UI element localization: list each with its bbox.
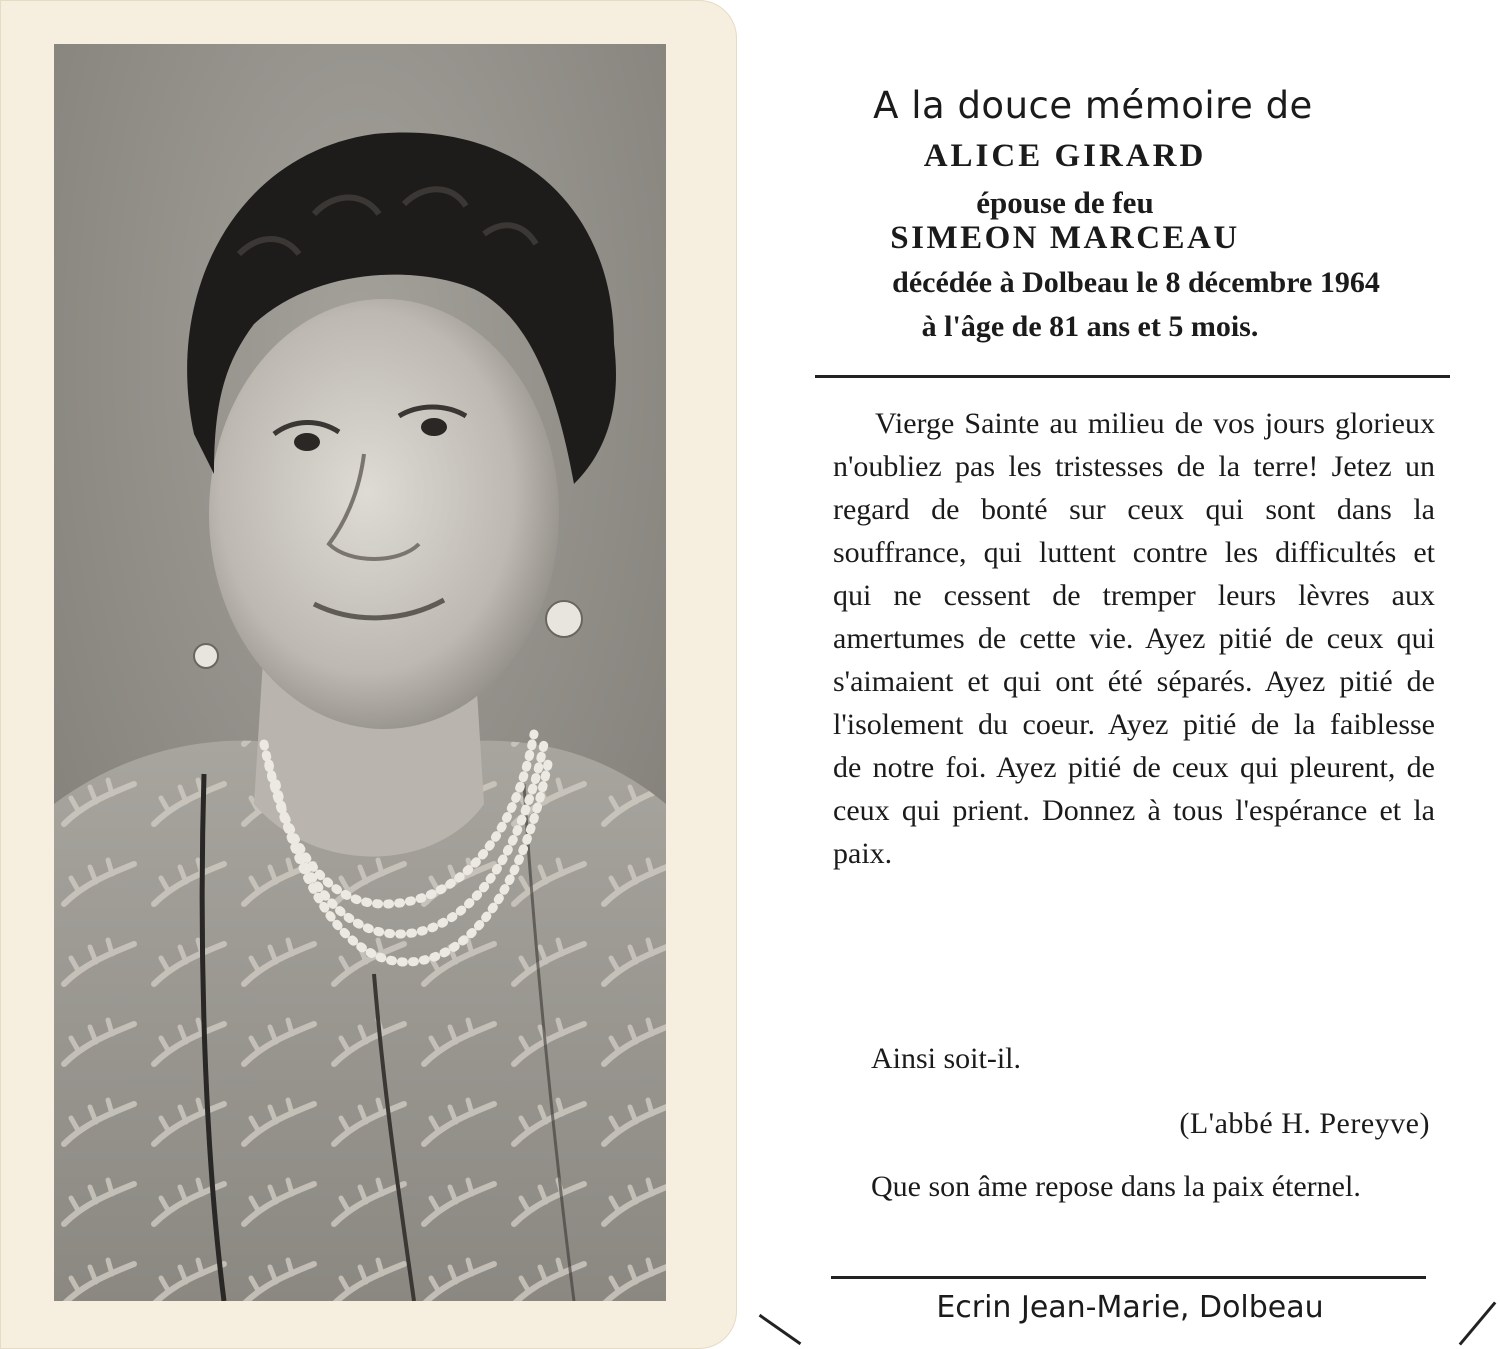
- final-wish: Que son âme repose dans la paix éternel.: [871, 1170, 1361, 1203]
- publisher-credit: Ecrin Jean-Marie, Dolbeau: [936, 1290, 1324, 1325]
- memorial-text-card: [745, 0, 1500, 1349]
- death-line: décédée à Dolbeau le 8 décembre 1964: [892, 266, 1380, 299]
- corner-mark-right: [1459, 1301, 1497, 1345]
- divider-top: [815, 375, 1450, 378]
- portrait-illustration: [54, 44, 666, 1301]
- photo-card: [0, 0, 737, 1349]
- age-line: à l'âge de 81 ans et 5 mois.: [921, 310, 1259, 343]
- portrait-photo: [54, 44, 666, 1301]
- prayer-closing: Ainsi soit-il.: [871, 1042, 1022, 1075]
- divider-bottom: [831, 1276, 1426, 1279]
- spouse-intro: épouse de feu: [976, 185, 1154, 220]
- memoire-heading: A la douce mémoire de: [873, 84, 1313, 127]
- spouse-name: SIMEON MARCEAU: [890, 220, 1240, 256]
- corner-mark-left: [759, 1314, 802, 1345]
- prayer-text: Vierge Sainte au milieu de vos jours glorieux n'oubliez pas les tristesses de la terre! Jetez un regard de bonté sur ceux qui sont dans la souffrance, qui luttent contre les difficultés et qui ne cessent de tremper leurs lèvres aux amertumes de cette vie. Ayez pitié de ceux qui s'aimaient et qui ont été séparés. Ayez pitié de l'isolement du coeur. Ayez pitié de la faiblesse de notre foi. Ayez pitié de ceux qui pleurent, de ceux qui prient. Donnez à tous l'espérance et la paix.: [833, 407, 1435, 870]
- prayer-attribution: (L'abbé H. Pereyve): [1179, 1107, 1430, 1140]
- deceased-name: ALICE GIRARD: [923, 138, 1207, 174]
